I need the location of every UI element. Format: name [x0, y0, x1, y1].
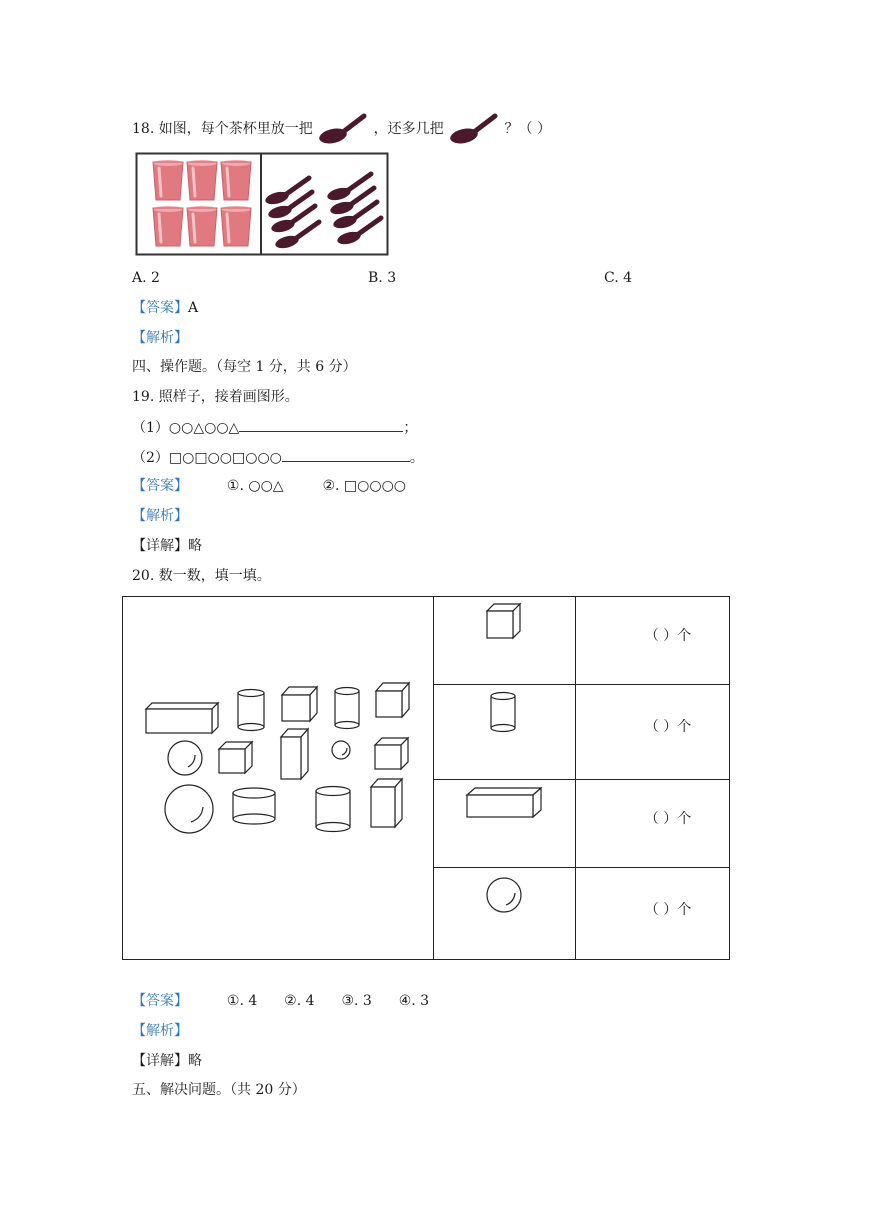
q20-solids-figure	[143, 679, 423, 839]
cylinder-icon	[489, 691, 519, 733]
detail-label: 【详解】	[132, 538, 188, 554]
answer-label: 【答案】	[132, 993, 188, 1009]
cuboid-icon	[465, 785, 545, 821]
q19-detail	[132, 536, 202, 556]
sphere-icon	[168, 741, 202, 775]
cup-icon	[187, 206, 217, 246]
q19-item1-text: （1）○○△○○△	[132, 420, 240, 436]
q20-count-cylinder[interactable]: （ ）个	[644, 719, 692, 735]
cup-icon	[221, 160, 251, 200]
q19-item-1	[132, 417, 417, 438]
q20-question: 20. 数一数，填一填。	[132, 568, 271, 584]
cuboid-icon	[371, 779, 402, 827]
q20-answer-2: ②. 4	[284, 993, 315, 1009]
q18-option-c: C. 4	[604, 270, 633, 286]
cube-icon	[219, 742, 252, 773]
q18-answer	[132, 298, 198, 318]
section4-title: 四、操作题。（每空 1 分，共 6 分）	[132, 359, 357, 375]
q20-answer-3: ③. 3	[341, 993, 372, 1009]
q19-analysis-label: 【解析】	[132, 508, 188, 524]
q20-answer-4: ④. 3	[398, 993, 430, 1009]
detail-value: 略	[188, 1053, 202, 1069]
q19-item2-blank[interactable]	[282, 447, 410, 462]
answer-label: 【答案】	[132, 300, 188, 316]
cylinder-icon	[316, 787, 350, 832]
q18-question-text-b: ，还多几把	[373, 121, 444, 137]
cube-icon	[376, 683, 409, 717]
cup-icon	[153, 160, 183, 200]
q20-table	[122, 596, 730, 960]
q18-question-text-a: 18. 如图，每个茶杯里放一把	[132, 121, 313, 137]
cylinder-icon	[233, 788, 275, 824]
cylinder-icon	[238, 690, 264, 731]
q20-answer-1: ①. 4	[226, 993, 258, 1009]
cup-icon	[187, 160, 217, 200]
cube-icon	[485, 601, 523, 641]
sphere-icon	[165, 785, 213, 833]
answer-label: 【答案】	[132, 478, 188, 494]
q19-item2-text: （2）□○□○○□○○○	[132, 450, 282, 466]
sphere-icon	[484, 875, 524, 915]
q20-detail	[132, 1051, 202, 1071]
q19-item1-end: ；	[403, 420, 418, 436]
spoon-icon	[317, 112, 369, 146]
q19-answer-1: ①. ○○△	[226, 478, 284, 494]
q19-answer-2: ②. □○○○○	[322, 478, 407, 494]
detail-label: 【详解】	[132, 1053, 188, 1069]
section5-title: 五、解决问题。（共 20 分）	[132, 1082, 306, 1098]
q19-item2-end: 。	[409, 450, 424, 466]
cube-icon	[375, 738, 408, 769]
answer-value: A	[188, 300, 199, 316]
cylinder-icon	[335, 688, 359, 729]
q19-item-2	[132, 447, 424, 468]
q18-analysis-label: 【解析】	[132, 330, 188, 346]
q20-analysis-label: 【解析】	[132, 1023, 188, 1039]
q20-count-cube[interactable]: （ ）个	[644, 628, 692, 644]
q19-answer	[132, 476, 406, 496]
q18-question-text-c: ？（ ）	[504, 121, 551, 137]
q20-answer	[132, 991, 429, 1011]
q18-option-a: A. 2	[132, 270, 160, 286]
q18-option-b: B. 3	[368, 270, 397, 286]
q18-cups-spoons-figure	[135, 152, 391, 258]
sphere-icon	[332, 741, 350, 759]
q20-count-sphere[interactable]: （ ）个	[644, 902, 692, 918]
cube-icon	[282, 687, 317, 721]
cuboid-icon	[146, 703, 218, 733]
q18-question	[132, 112, 551, 146]
cup-icon	[153, 206, 183, 246]
q19-question: 19. 照样子，接着画图形。	[132, 389, 299, 405]
q20-count-cuboid[interactable]: （ ）个	[644, 811, 692, 827]
q19-item1-blank[interactable]	[239, 417, 403, 432]
detail-value: 略	[188, 538, 202, 554]
cuboid-icon	[281, 729, 308, 779]
spoon-icon	[448, 112, 500, 146]
cup-icon	[221, 206, 251, 246]
